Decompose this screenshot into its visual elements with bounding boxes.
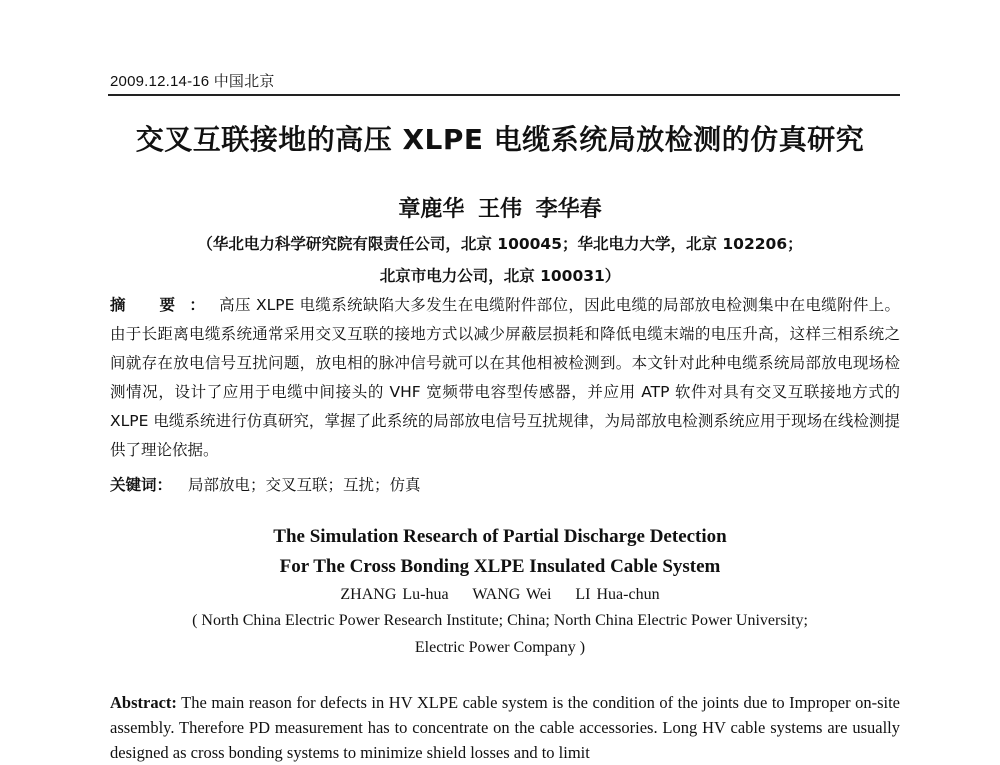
keywords-cn	[110, 473, 900, 495]
abstract-cn-text: 高压 XLPE 电缆系统缺陷大多发生在电缆附件部位，因此电缆的局部放电检测集中在电缆附件上。由于长距离电缆系统通常采用交叉互联的接地方式以减少屏蔽层损耗和降低电缆末端的电压升高，这样三相系统之间就存在放电信号互扰问题，放电相的脉冲信号就可以在其他相被检测到。本文针对此种电缆系统局部放电现场检测情况，设计了应用于电缆中间接头的 VHF 宽频带电容型传感器，并应用 ATP 软件对具有交叉互联接地方式的 XLPE 电缆系统进行仿真研究，掌握了此系统的局部放电信号互扰规律，为局部放电检测系统应用于现场在线检测提供了理论依据。	[110, 296, 900, 459]
keywords-cn-label: 关键词：	[110, 476, 173, 494]
header-rule	[108, 94, 900, 96]
affiliation-en-line2: Electric Power Company )	[414, 639, 586, 656]
abstract-en-text: The main reason for defects in HV XLPE cable system is the condition of the joints due to Improper on-site assembly. Therefore PD measurement has to concentrate on the cable accessories. Long HV cable systems are usually designed as cross bonding systems to minimize shield losses and to limit	[110, 693, 901, 762]
conference-date-location: 2009.12.14-16 中国北京	[110, 73, 275, 90]
keywords-cn-text: 局部放电；交叉互联；互扰；仿真	[188, 476, 421, 494]
paper-title-en-line1: The Simulation Research of Partial Discharge Detection	[273, 526, 727, 547]
affiliation-en-line1: ( North China Electric Power Research Institute; China; North China Electric Power University;	[192, 612, 808, 629]
paper-title-en-line2: For The Cross Bonding XLPE Insulated Cable System	[279, 556, 721, 577]
abstract-cn	[110, 291, 900, 465]
affiliation-cn-line1: （华北电力科学研究院有限责任公司，北京 100045；华北电力大学，北京 102206；	[197, 235, 803, 253]
authors-cn: 章鹿华 王伟 李华春	[398, 197, 602, 222]
authors-en: ZHANG Lu-hua WANG Wei LI Hua-chun	[340, 586, 660, 603]
abstract-cn-label: 摘 要：	[110, 296, 220, 314]
abstract-en-label: Abstract:	[110, 693, 177, 712]
abstract-en	[110, 690, 900, 765]
paper-title-cn: 交叉互联接地的高压 XLPE 电缆系统局放检测的仿真研究	[135, 123, 865, 156]
affiliation-cn-line2: 北京市电力公司，北京 100031）	[379, 267, 621, 285]
